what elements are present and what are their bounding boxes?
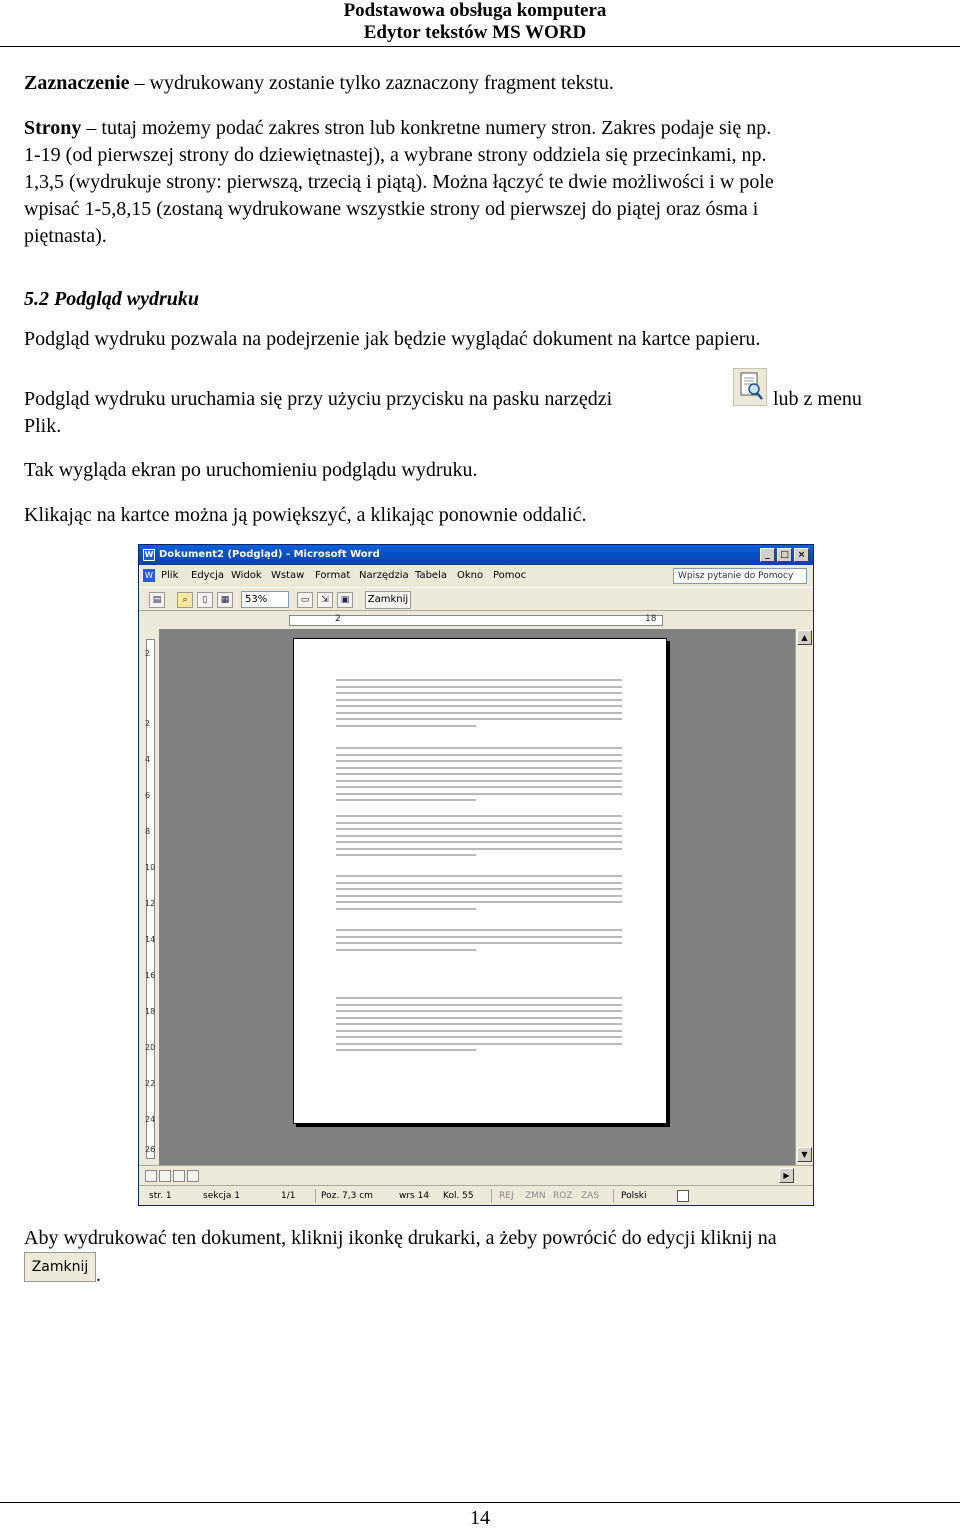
vruler-label: 10 [145, 863, 156, 872]
minimize-button[interactable]: _ [760, 548, 775, 562]
web-view-icon[interactable] [159, 1170, 171, 1182]
preview-text-line [336, 1004, 622, 1006]
horizontal-ruler [139, 611, 813, 629]
status-trk[interactable]: ZMN [525, 1191, 546, 1201]
preview-text-line [336, 888, 622, 890]
status-language: Polski [621, 1191, 647, 1201]
ruler-icon[interactable]: ▭ [297, 592, 313, 608]
text-zaznaczenie: – wydrukowany zostanie tylko zaznaczony fragment tekstu. [129, 72, 614, 94]
preview-text-line [336, 767, 622, 769]
preview-text-line [336, 686, 622, 688]
page-number: 14 [470, 1507, 490, 1529]
paragraph-zaznaczenie [24, 70, 936, 97]
paragraph-strony-line4: wpisać 1-5,8,15 (zostaną wydrukowane wszystkie strony od pierwszej do piątej oraz ósma i [24, 198, 759, 220]
preview-text-line [336, 1049, 476, 1051]
menu-pomoc[interactable]: Pomoc [493, 570, 527, 581]
help-search-box[interactable]: Wpisz pytanie do Pomocy [673, 568, 807, 584]
status-position: Poz. 7,3 cm [321, 1191, 373, 1201]
text-launch-3: Plik. [24, 415, 62, 437]
vertical-ruler [139, 629, 159, 1165]
status-bar [139, 1185, 813, 1205]
preview-text-line [336, 1043, 622, 1045]
vruler-label: 2 [145, 719, 151, 728]
status-ext[interactable]: ROZ [553, 1191, 573, 1201]
menu-plik[interactable]: Plik [161, 570, 179, 581]
paragraph-strony-line2: 1-19 (od pierwszej strony do dziewiętnastej), a wybrane strony oddziela się przecinkami, np. [24, 144, 767, 166]
normal-view-icon[interactable] [145, 1170, 157, 1182]
menu-okno[interactable]: Okno [457, 570, 484, 581]
menu-bar [139, 565, 813, 587]
vruler-label: 14 [145, 935, 156, 944]
preview-text-line [336, 1023, 622, 1025]
section-heading: 5.2 Podgląd wydruku [24, 288, 200, 310]
footer-line [0, 1502, 960, 1503]
vruler-label: 22 [145, 1079, 156, 1088]
maximize-button[interactable]: □ [777, 548, 792, 562]
vruler-label: 4 [145, 755, 151, 764]
menu-tabela[interactable]: Tabela [415, 570, 447, 581]
preview-text-line [336, 692, 622, 694]
preview-text-line [336, 773, 622, 775]
vruler-label: 6 [145, 791, 151, 800]
vruler-label: 18 [145, 1007, 156, 1016]
text-strony-1: – tutaj możemy podać zakres stron lub konkretne numery stron. Zakres podaje się np. [81, 117, 772, 139]
menu-wstaw[interactable]: Wstaw [271, 570, 305, 581]
trailing-dot: . [96, 1264, 101, 1286]
preview-text-line [336, 949, 476, 951]
preview-text-line [336, 882, 622, 884]
preview-text-line [336, 747, 622, 749]
vruler-label: 20 [145, 1043, 156, 1052]
term-zaznaczenie: Zaznaczenie [24, 72, 130, 94]
multiple-pages-icon[interactable]: ▦ [217, 592, 233, 608]
term-strony: Strony [24, 117, 82, 139]
preview-text-line [336, 1017, 622, 1019]
close-preview-button[interactable]: Zamknij [365, 591, 411, 609]
preview-page-area[interactable] [159, 629, 795, 1165]
paragraph-print-instruction: Aby wydrukować ten dokument, kliknij ikonkę drukarki, a żeby powrócić do edycji kliknij na [24, 1227, 777, 1249]
preview-text-line [336, 760, 622, 762]
text-launch-2: lub z menu [773, 388, 862, 410]
paragraph-strony-line1 [24, 115, 936, 142]
preview-text-line [336, 1036, 622, 1038]
preview-toolbar [139, 587, 813, 611]
preview-text-line [336, 936, 622, 938]
zamknij-button-image: Zamknij [24, 1252, 96, 1282]
preview-text-line [336, 754, 622, 756]
vruler-label: 24 [145, 1115, 156, 1124]
one-page-icon[interactable]: ▯ [197, 592, 213, 608]
preview-text-line [336, 718, 622, 720]
preview-text-line [336, 895, 622, 897]
horizontal-scrollbar[interactable] [139, 1165, 813, 1185]
page-header [0, 0, 960, 47]
preview-text-line [336, 929, 622, 931]
vruler-label: 2 [145, 649, 151, 658]
preview-text-line [336, 822, 622, 824]
hruler-label-18: 18 [645, 614, 657, 624]
preview-page[interactable] [293, 638, 667, 1124]
zoom-select[interactable]: 53% [241, 591, 289, 608]
hruler-label-2: 2 [335, 614, 341, 624]
print-icon[interactable]: ▤ [149, 592, 165, 608]
menu-narzedzia[interactable]: Narzędzia [359, 570, 409, 581]
status-column: Kol. 55 [443, 1191, 474, 1201]
paragraph-strony-line5: piętnasta). [24, 225, 107, 247]
status-rec[interactable]: REJ [499, 1191, 514, 1201]
header-subtitle: Edytor tekstów MS WORD [363, 22, 587, 43]
scroll-right-icon[interactable]: ▶ [779, 1168, 794, 1183]
spellcheck-icon[interactable] [677, 1190, 689, 1202]
vruler-label: 12 [145, 899, 156, 908]
print-preview-icon [733, 368, 767, 406]
header-title: Podstawowa obsługa komputera [343, 0, 607, 21]
vertical-scrollbar[interactable] [795, 629, 813, 1165]
window-title: Dokument2 (Podgląd) - Microsoft Word [159, 549, 380, 560]
vruler-label: 26 [145, 1145, 156, 1154]
preview-text-line [336, 901, 622, 903]
document-icon: W [143, 569, 155, 582]
word-app-icon: W [144, 550, 154, 559]
menu-format[interactable]: Format [315, 570, 351, 581]
preview-text-line [336, 1030, 622, 1032]
window-titlebar [139, 545, 813, 565]
menu-widok[interactable]: Widok [231, 570, 262, 581]
preview-text-line [336, 835, 622, 837]
outline-view-icon[interactable] [187, 1170, 199, 1182]
vruler-label: 8 [145, 827, 151, 836]
full-screen-icon[interactable]: ▣ [337, 592, 353, 608]
magnifier-icon[interactable]: ⌕ [177, 592, 193, 608]
close-window-button[interactable]: × [794, 548, 809, 562]
preview-text-line [336, 712, 622, 714]
preview-text-line [336, 997, 622, 999]
print-view-icon[interactable] [173, 1170, 185, 1182]
status-pages: 1/1 [281, 1191, 296, 1201]
preview-text-line [336, 780, 622, 782]
preview-text-line [336, 793, 622, 795]
paragraph-screen-caption: Tak wygląda ekran po uruchomieniu podglądu wydruku. [24, 459, 478, 481]
status-section: sekcja 1 [203, 1191, 240, 1201]
preview-text-line [336, 875, 622, 877]
paragraph-intro: Podgląd wydruku pozwala na podejrzenie jak będzie wyglądać dokument na kartce papieru. [24, 328, 761, 350]
preview-text-line [336, 908, 476, 910]
preview-text-line [336, 786, 622, 788]
preview-text-line [336, 699, 622, 701]
scroll-up-icon[interactable]: ▲ [797, 630, 812, 645]
text-launch-1: Podgląd wydruku uruchamia się przy użyciu przycisku na pasku narzędzi [24, 388, 613, 410]
preview-text-line [336, 815, 622, 817]
preview-text-line [336, 799, 476, 801]
status-ovr[interactable]: ZAS [581, 1191, 600, 1201]
preview-text-line [336, 828, 622, 830]
vruler-label: 16 [145, 971, 156, 980]
preview-text-line [336, 854, 476, 856]
preview-text-line [336, 848, 622, 850]
menu-edycja[interactable]: Edycja [191, 570, 224, 581]
preview-text-line [336, 1010, 622, 1012]
preview-text-line [336, 942, 622, 944]
scroll-down-icon[interactable]: ▼ [797, 1147, 812, 1162]
preview-text-line [336, 679, 622, 681]
status-page: str. 1 [149, 1191, 172, 1201]
shrink-to-fit-icon[interactable]: ⇲ [317, 592, 333, 608]
preview-text-line [336, 725, 476, 727]
paragraph-zoom-caption: Klikając na kartce można ją powiększyć, a klikając ponownie oddalić. [24, 504, 587, 526]
preview-text-line [336, 705, 622, 707]
word-preview-screenshot [138, 544, 814, 1206]
paragraph-strony-line3: 1,3,5 (wydrukuje strony: pierwszą, trzecią i piątą). Można łączyć te dwie możliwości i w pole [24, 171, 774, 193]
status-line: wrs 14 [399, 1191, 430, 1201]
preview-text-line [336, 841, 622, 843]
